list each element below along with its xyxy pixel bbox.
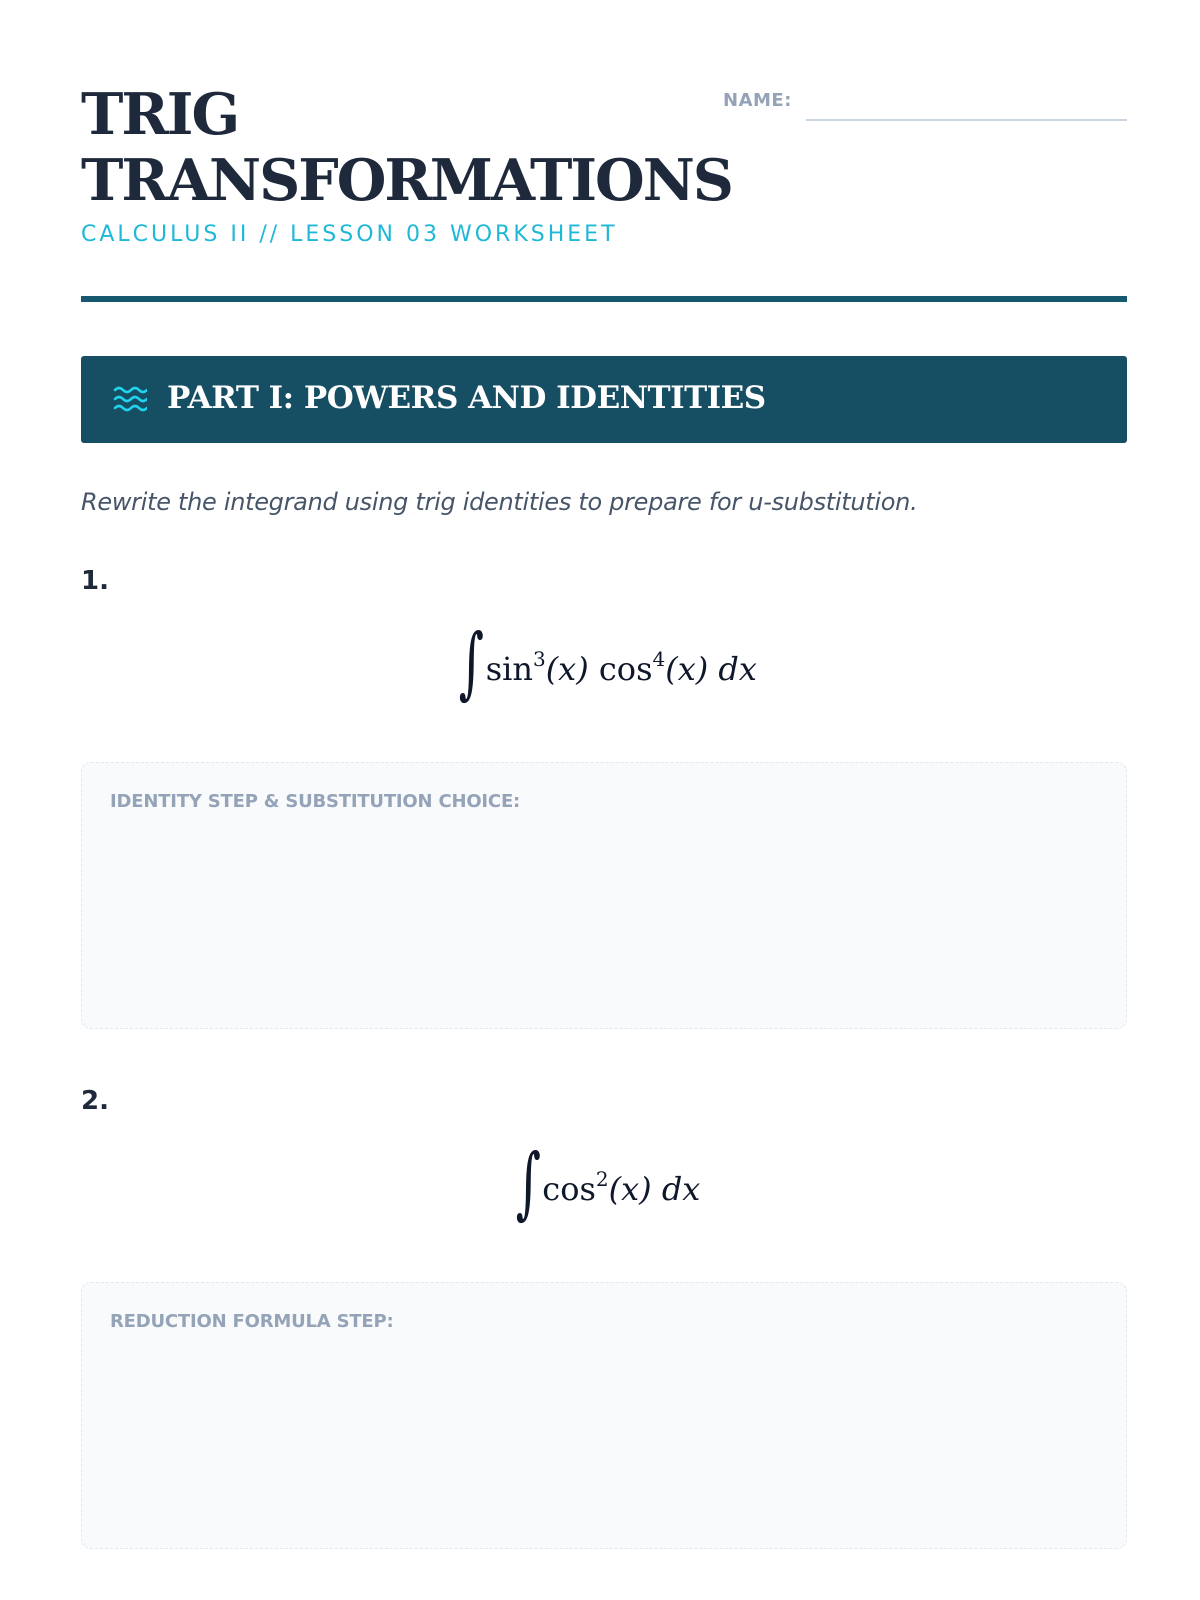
function-sin: sin	[485, 649, 533, 688]
function-argument: (x)	[665, 649, 709, 688]
exponent: 4	[652, 646, 666, 671]
problem-2-equation	[81, 1138, 1127, 1228]
function-argument: (x)	[545, 649, 589, 688]
page-title: TRIG TRANSFORMATIONS	[81, 81, 732, 214]
name-label: NAME:	[723, 90, 792, 111]
differential: dx	[718, 649, 757, 688]
function-cos: cos	[598, 649, 653, 688]
worksheet-page	[81, 0, 1127, 1600]
answer-box-1[interactable]	[81, 762, 1127, 1029]
section-header-part-1	[81, 356, 1127, 443]
name-field-line[interactable]	[806, 119, 1127, 121]
wave-icon	[113, 384, 147, 414]
worksheet-header	[81, 82, 1127, 302]
problem-number-1: 1.	[81, 566, 109, 596]
section-instructions: Rewrite the integrand using trig identities to prepare for u-substitution.	[81, 488, 918, 516]
section-title: PART I: POWERS AND IDENTITIES	[167, 380, 766, 416]
answer-box-label: REDUCTION FORMULA STEP:	[110, 1311, 394, 1332]
problem-1-equation	[81, 618, 1127, 708]
answer-box-label: IDENTITY STEP & SUBSTITUTION CHOICE:	[110, 791, 521, 812]
differential: dx	[661, 1169, 701, 1208]
page-subtitle: CALCULUS II // LESSON 03 WORKSHEET	[81, 222, 618, 247]
exponent: 2	[595, 1166, 609, 1191]
integral-sign: ∫	[515, 1138, 541, 1228]
problem-number-2: 2.	[81, 1086, 109, 1116]
answer-box-2[interactable]	[81, 1282, 1127, 1549]
exponent: 3	[532, 646, 546, 671]
function-cos: cos	[542, 1169, 596, 1208]
header-divider	[81, 296, 1127, 302]
integral-sign: ∫	[458, 618, 484, 708]
function-argument: (x)	[608, 1169, 652, 1208]
